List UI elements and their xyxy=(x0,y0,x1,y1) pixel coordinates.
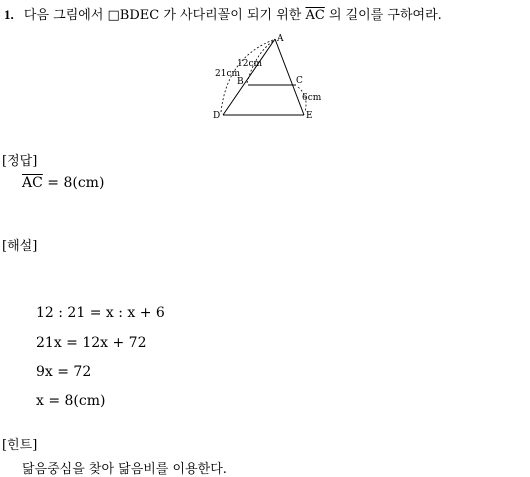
length-label-ad: 21cm xyxy=(215,69,241,79)
equation-line: 12 : 21 = x : x + 6 xyxy=(36,305,165,321)
problem-number: 1. xyxy=(4,7,14,22)
answer-header: [정답] xyxy=(2,154,38,169)
equation-line: x = 8(cm) xyxy=(36,393,106,409)
equation-line: 21x = 12x + 72 xyxy=(36,335,147,351)
point-label-e: E xyxy=(306,111,313,121)
point-label-b: B xyxy=(237,77,244,87)
point-label-d: D xyxy=(213,111,221,121)
answer-line xyxy=(22,175,104,191)
hint-text: 닮음중심을 찾아 닮음비를 이용한다. xyxy=(22,462,227,477)
answer-value: = 8(cm) xyxy=(47,175,105,191)
length-label-ab: 12cm xyxy=(237,59,263,69)
problem-text-before: 다음 그림에서 □BDEC 가 사다리꼴이 되기 위한 xyxy=(23,8,302,23)
trapezoid-figure xyxy=(205,30,335,125)
problem-text-after: 의 길이를 구하여라. xyxy=(328,8,442,23)
point-label-a: A xyxy=(277,34,284,44)
answer-segment: $\overline{AC}$ xyxy=(22,175,43,191)
equation-line: 9x = 72 xyxy=(36,364,92,380)
problem-statement xyxy=(4,4,442,23)
point-label-c: C xyxy=(296,76,303,86)
hint-header: [힌트] xyxy=(2,438,38,453)
length-label-ce: 6cm xyxy=(302,93,322,103)
problem-segment: $\overline{AC}$ xyxy=(305,8,325,23)
explanation-header: [해설] xyxy=(2,239,38,254)
